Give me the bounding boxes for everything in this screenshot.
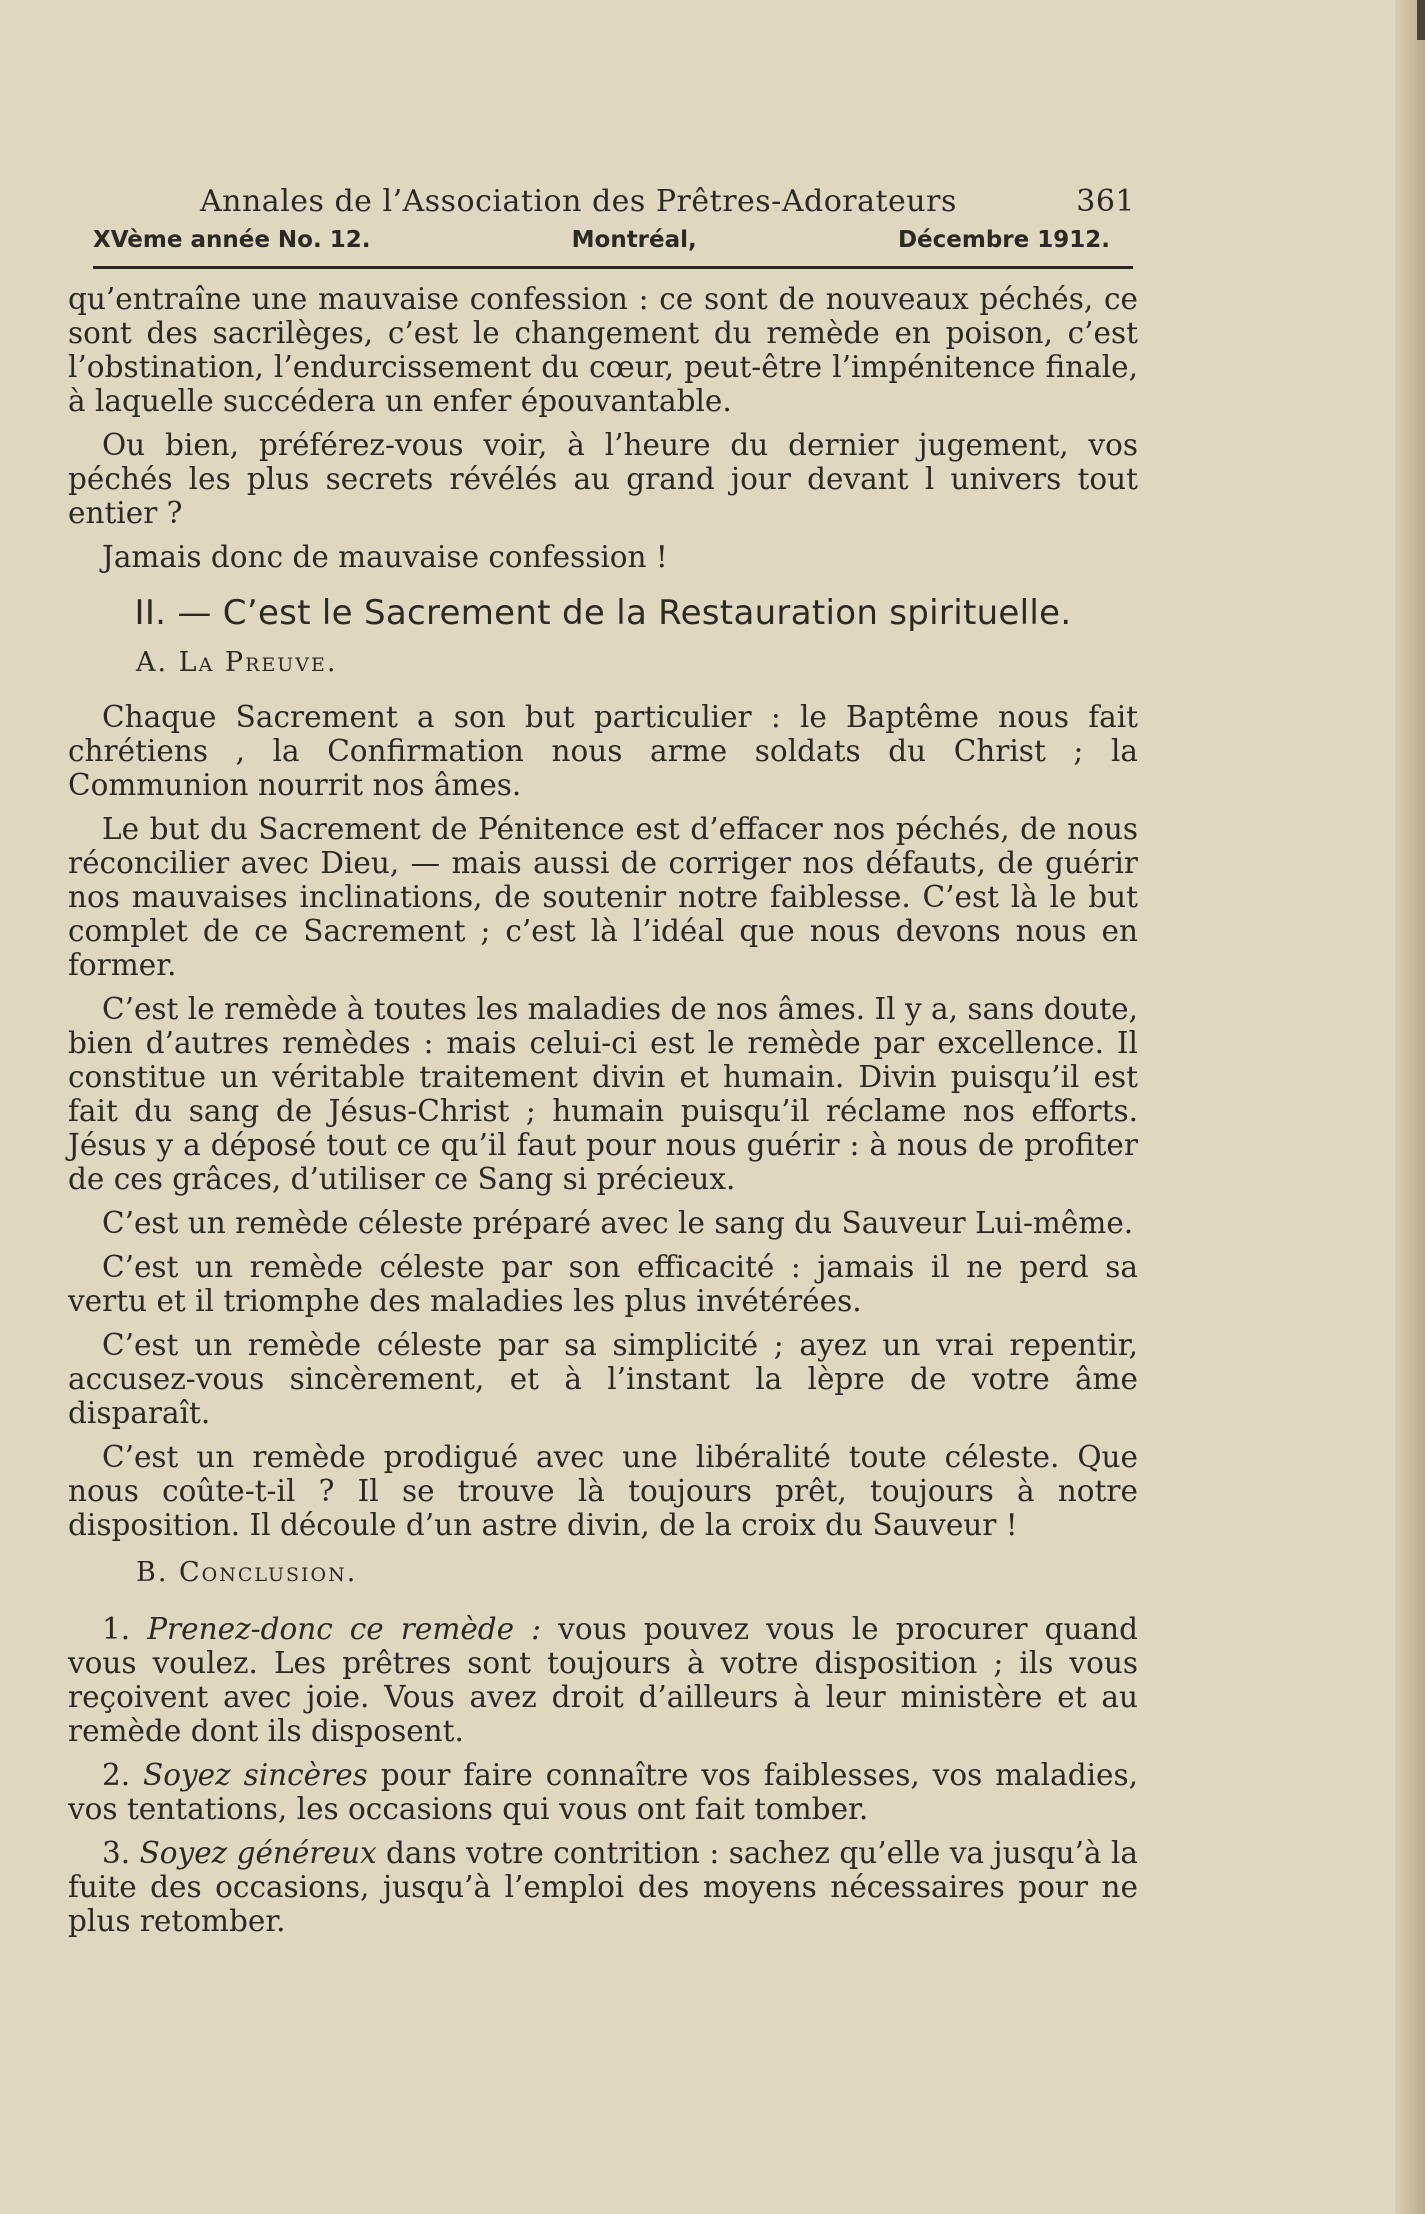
paragraph: C’est le remède à toutes les maladies de nos âmes. Il y a, sans doute, bien d’autres remèdes : mais celui-ci est le remède par excellence. Il constitue un véritable traitement divin et humain. Divin puisqu’il est fait du sang de Jésus-Christ ; humain puisqu’il réclame nos efforts. Jésus y a déposé tout ce qu’il faut pour nous guérir : à nous de profiter de ces grâces, d’utiliser ce Sang si précieux. — [68, 992, 1138, 1196]
paragraph: Chaque Sacrement a son but particulier : le Baptême nous fait chrétiens , la Confirmation nous arme soldats du Christ ; la Communion nourrit nos âmes. — [68, 700, 1138, 802]
item-text: vous pouvez vous le procurer quand vous voulez. Les prêtres sont toujours à votre disposition ; ils vous reçoivent avec joie. Vous avez droit d’ailleurs à leur ministère et au remède dont ils disposent. — [68, 1612, 1138, 1748]
paragraph: qu’entraîne une mauvaise confession : ce sont de nouveaux péchés, ce sont des sacrilèges, c’est le changement du remède en poison, c’est l’obstination, l’endurcissement du cœur, peut-être l’impénitence finale, à laquelle succédera un enfer épouvantable. — [68, 282, 1138, 418]
paragraph: Ou bien, préférez-vous voir, à l’heure du dernier jugement, vos péchés les plus secrets révélés au grand jour devant l univers tout entier ? — [68, 428, 1138, 530]
item-lead: Prenez-donc ce remède : — [147, 1612, 542, 1646]
page-edge — [1395, 0, 1425, 2214]
paragraph: C’est un remède prodigué avec une libéralité toute céleste. Que nous coûte-t-il ? Il se trouve là toujours prêt, toujours à notre disposition. Il découle d’un astre divin, de la croix du Sauveur ! — [68, 1440, 1138, 1542]
item-text: dans votre contrition : sachez qu’elle va jusqu’à la fuite des occasions, jusqu’à l’emploi des moyens nécessaires pour ne plus retomber. — [68, 1836, 1138, 1938]
header-rule — [93, 266, 1133, 269]
city: Montréal, — [571, 227, 697, 253]
item-lead: Soyez sincères — [143, 1758, 368, 1792]
paragraph: Le but du Sacrement de Pénitence est d’effacer nos péchés, de nous réconcilier avec Dieu, — mais aussi de corriger nos défauts, de guérir nos mauvaises inclinations, de soutenir notre faiblesse. C’est là le but complet de ce Sacrement ; c’est là l’idéal que nous devons nous en former. — [68, 812, 1138, 982]
issue-number: XVème année No. 12. — [93, 227, 371, 253]
paragraph: Jamais donc de mauvaise confession ! — [102, 540, 668, 574]
running-header — [200, 184, 1135, 219]
subheading-a: A. La Preuve. — [136, 647, 338, 678]
subheading-b: B. Conclusion. — [136, 1557, 358, 1588]
item-number: 2. — [102, 1758, 131, 1792]
article-body — [68, 282, 1138, 1948]
conclusion-item — [68, 1758, 1138, 1826]
journal-title: Annales de l’Association des Prêtres-Adorateurs — [200, 184, 957, 219]
item-text: pour faire connaître vos faiblesses, vos maladies, vos tentations, les occasions qui vous ont fait tomber. — [68, 1758, 1138, 1826]
item-number: 3. — [102, 1836, 131, 1870]
item-lead: Soyez généreux — [139, 1836, 377, 1870]
page-number: 361 — [1076, 184, 1135, 219]
paragraph: C’est un remède céleste préparé avec le sang du Sauveur Lui-même. — [102, 1206, 1134, 1240]
item-number: 1. — [102, 1612, 131, 1646]
paragraph: C’est un remède céleste par sa simplicité ; ayez un vrai repentir, accusez-vous sincèrement, et à l’instant la lèpre de votre âme disparaît. — [68, 1328, 1138, 1430]
conclusion-item — [68, 1836, 1138, 1938]
paragraph: C’est un remède céleste par son efficacité : jamais il ne perd sa vertu et il triomphe des maladies les plus invétérées. — [68, 1250, 1138, 1318]
conclusion-item — [68, 1612, 1138, 1748]
page-corner-shadow — [1417, 0, 1425, 40]
section-title: II. — C’est le Sacrement de la Restauration spirituelle. — [134, 593, 1072, 633]
issue-date: Décembre 1912. — [897, 227, 1110, 253]
issue-line — [93, 227, 1110, 253]
